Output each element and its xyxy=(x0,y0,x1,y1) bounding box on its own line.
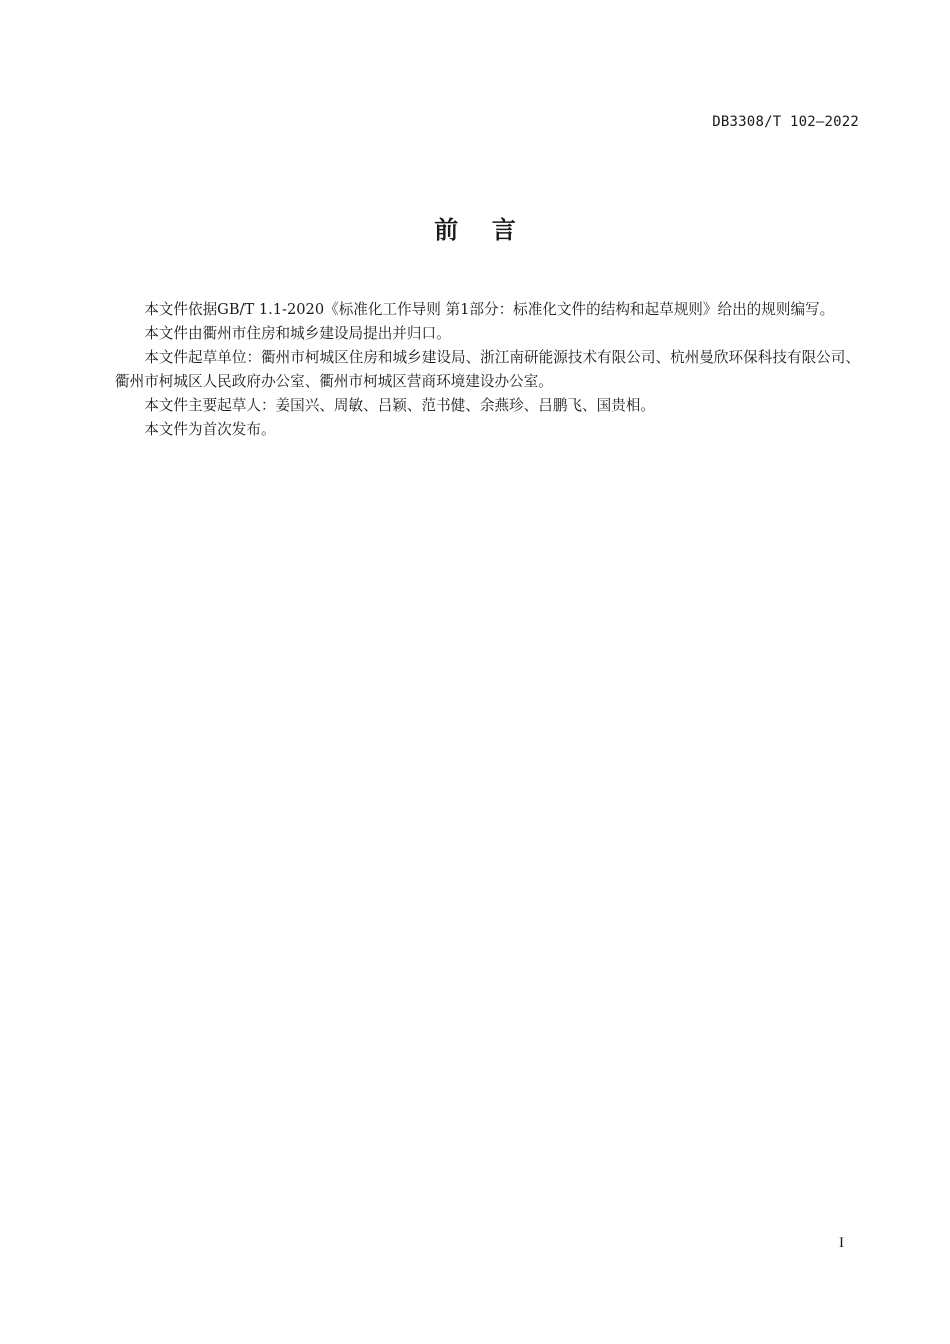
paragraph-drafting-units: 本文件起草单位：衢州市柯城区住房和城乡建设局、浙江南研能源技术有限公司、杭州曼欣环保科技有限公司、衢州市柯城区人民政府办公室、衢州市柯城区营商环境建设办公室。 xyxy=(115,349,860,390)
page-title: 前 言 xyxy=(434,216,516,244)
document-code: DB3308/T 102—2022 xyxy=(712,114,859,130)
preface-body xyxy=(115,298,860,442)
paragraph-basis: 本文件依据GB/T 1.1-2020《标准化工作导则 第1部分：标准化文件的结构和起草规则》给出的规则编写。 xyxy=(144,301,835,318)
page-number: I xyxy=(839,1235,844,1251)
paragraph-proposer: 本文件由衢州市住房和城乡建设局提出并归口。 xyxy=(144,325,451,342)
paragraph-drafters: 本文件主要起草人：姜国兴、周敏、吕颖、范书健、余燕珍、吕鹏飞、国贵相。 xyxy=(144,397,655,414)
paragraph-release: 本文件为首次发布。 xyxy=(144,421,276,438)
